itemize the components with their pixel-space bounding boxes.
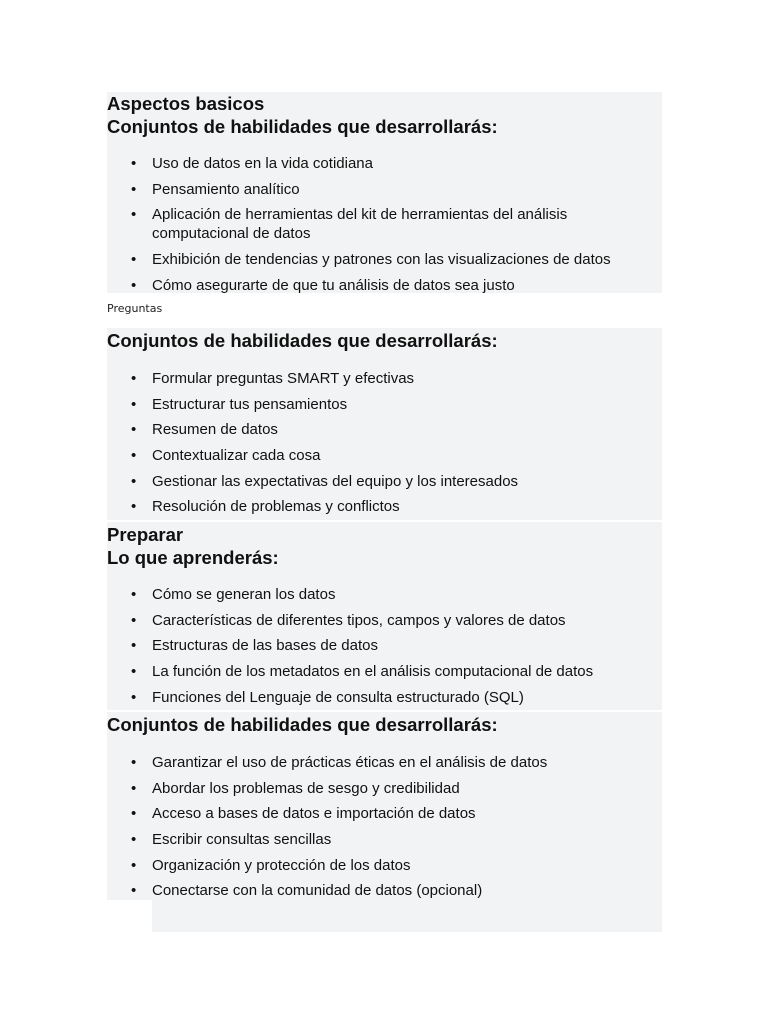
list-item-text: Cómo asegurarte de que tu análisis de datos sea justo <box>152 276 515 294</box>
list-item <box>107 180 611 199</box>
list-item-text: La función de los metadatos en el análisis computacional de datos <box>152 663 594 681</box>
bullet-icon: • <box>131 395 137 413</box>
list-item <box>107 250 611 269</box>
section-skills-preparar <box>107 713 547 907</box>
list-item-text: Aplicación de herramientas del kit de herramientas del análisis computacional de datos <box>152 206 568 243</box>
section-preguntas <box>107 329 518 523</box>
list-item <box>107 395 518 414</box>
bullet-icon: • <box>131 180 137 198</box>
learning-list <box>107 585 593 707</box>
list-item-text: Cómo se generan los datos <box>152 586 336 603</box>
list-item-text: Contextualizar cada cosa <box>152 447 321 465</box>
bullet-icon: • <box>131 370 137 387</box>
list-item <box>107 472 518 491</box>
bullet-icon: • <box>131 421 137 439</box>
section-heading: Conjuntos de habilidades que desarrollarás: <box>107 116 498 137</box>
bullet-icon: • <box>131 882 137 900</box>
bullet-icon: • <box>131 831 137 849</box>
list-item-text: Resumen de datos <box>152 421 278 439</box>
list-item-text: Abordar los problemas de sesgo y credibilidad <box>152 779 460 797</box>
section-heading: Conjuntos de habilidades que desarrollarás: <box>107 330 498 351</box>
bullet-icon: • <box>131 276 137 294</box>
list-item <box>107 830 547 849</box>
list-item-text: Formular preguntas SMART y efectivas <box>152 370 415 387</box>
list-item <box>107 804 547 823</box>
section-heading: Lo que aprenderás: <box>107 547 279 568</box>
list-item-text: Organización y protección de los datos <box>152 856 411 874</box>
section-aspectos-basicos <box>107 92 611 301</box>
list-item <box>107 688 593 707</box>
list-item <box>107 276 611 295</box>
section-title: Preparar <box>107 524 184 545</box>
list-item <box>107 753 547 772</box>
skills-list <box>107 369 518 516</box>
list-item <box>107 779 547 798</box>
list-item <box>107 611 593 630</box>
list-item <box>107 662 593 681</box>
bullet-icon: • <box>131 472 137 490</box>
list-item <box>107 497 518 516</box>
bullet-icon: • <box>131 206 137 224</box>
preguntas-label: Preguntas <box>107 302 163 315</box>
list-item <box>107 154 611 173</box>
list-item <box>107 446 518 465</box>
list-item-text: Conectarse con la comunidad de datos (opcional) <box>152 882 483 900</box>
section-preparar <box>107 523 593 713</box>
list-item-text: Acceso a bases de datos e importación de datos <box>152 805 476 823</box>
list-item-text: Características de diferentes tipos, campos y valores de datos <box>152 611 566 629</box>
section-heading: Conjuntos de habilidades que desarrollarás: <box>107 714 498 735</box>
list-item-text: Estructuras de las bases de datos <box>152 637 378 655</box>
bullet-icon: • <box>131 663 137 681</box>
bullet-icon: • <box>131 688 137 706</box>
bullet-icon: • <box>131 856 137 874</box>
list-item-text: Pensamiento analítico <box>152 180 300 198</box>
bullet-icon: • <box>131 754 137 771</box>
skills-list <box>107 154 611 295</box>
list-item-text: Garantizar el uso de prácticas éticas en el análisis de datos <box>152 754 548 771</box>
list-item <box>107 856 547 875</box>
list-item-text: Uso de datos en la vida cotidiana <box>152 155 373 172</box>
list-item <box>107 369 518 388</box>
section-title: Aspectos basicos <box>107 93 265 114</box>
bullet-icon: • <box>131 251 137 269</box>
list-item-text: Funciones del Lenguaje de consulta estructurado (SQL) <box>152 688 524 706</box>
bullet-icon: • <box>131 498 137 516</box>
list-item <box>107 636 593 655</box>
list-item-text: Exhibición de tendencias y patrones con las visualizaciones de datos <box>152 251 611 269</box>
list-item-text: Resolución de problemas y conflictos <box>152 498 400 516</box>
bullet-icon: • <box>131 155 137 172</box>
bullet-icon: • <box>131 611 137 629</box>
bullet-icon: • <box>131 637 137 655</box>
list-item-text: Estructurar tus pensamientos <box>152 395 348 413</box>
bullet-icon: • <box>131 447 137 465</box>
bullet-icon: • <box>131 779 137 797</box>
bullet-icon: • <box>131 805 137 823</box>
skills-list <box>107 753 547 900</box>
list-item <box>107 205 572 243</box>
bullet-icon: • <box>131 586 137 603</box>
list-item <box>107 881 547 900</box>
list-item <box>107 420 518 439</box>
list-item-text: Escribir consultas sencillas <box>152 831 332 849</box>
list-item <box>107 585 593 604</box>
list-item-text: Gestionar las expectativas del equipo y los interesados <box>152 472 519 490</box>
